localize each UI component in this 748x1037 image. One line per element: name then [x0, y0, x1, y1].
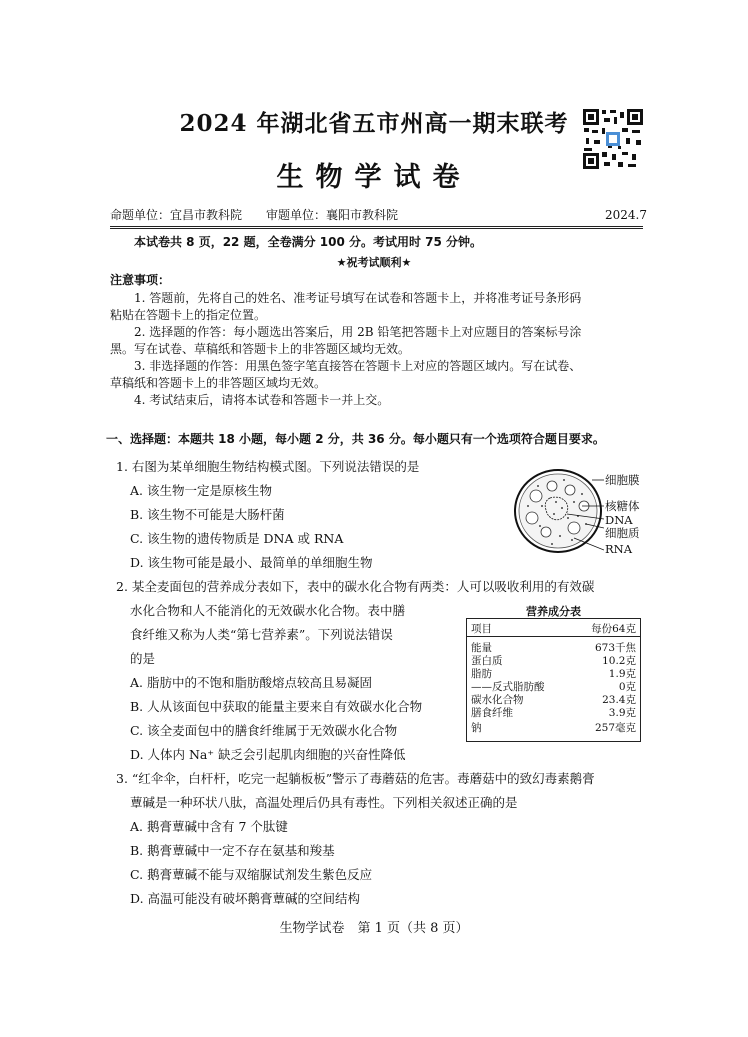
table-cell: 蛋白质 [471, 655, 503, 667]
table-cell: 3.9克 [608, 707, 636, 719]
option: D. 高温可能没有破坏鹅膏蕈碱的空间结构 [130, 891, 361, 906]
good-luck: ★祝考试顺利★ [336, 256, 412, 269]
page-subtitle: 生物学试卷 [276, 162, 472, 193]
exam-summary: 本试卷共 8 页，22 题，全卷满分 100 分。考试用时 75 分钟。 [134, 235, 483, 249]
notes-heading: 注意事项： [110, 273, 171, 287]
option: A. 鹅膏蕈碱中含有 7 个肽键 [130, 819, 288, 834]
table-cell: 10.2克 [602, 655, 636, 667]
section-heading: 一、选择题：本题共 18 小题，每小题 2 分，共 36 分。每小题只有一个选项符合题目要求。 [106, 432, 605, 446]
table-cell: 673千焦 [594, 642, 636, 654]
divider [110, 226, 643, 227]
cell-diagram [512, 466, 604, 556]
table-cell: 钠 [471, 722, 482, 734]
option: A. 该生物一定是原核生物 [130, 483, 272, 498]
question-2-stem: 的是 [130, 651, 156, 666]
page-title: 2024 年湖北省五市州高一期末联考 [179, 110, 569, 137]
note-line: 2. 选择题的作答：每小题选出答案后，用 2B 铅笔把答题卡上对应题目的答案标号涂 [134, 325, 582, 339]
option: C. 该全麦面包中的膳食纤维属于无效碳水化合物 [130, 723, 398, 738]
page-footer: 生物学试卷 第 1 页（共 8 页） [279, 921, 469, 936]
table-cell: 能量 [471, 642, 492, 654]
option: C. 鹅膏蕈碱不能与双缩脲试剂发生紫色反应 [130, 867, 373, 882]
note-line: 3. 非选择题的作答：用黑色签字笔直接答在答题卡上对应的答题区域内。写在试卷、 [134, 359, 582, 373]
option: C. 该生物的遗传物质是 DNA 或 RNA [130, 531, 344, 546]
question-3-stem: 蕈碱是一种环状八肽，高温处理后仍具有毒性。下列相关叙述正确的是 [130, 795, 518, 810]
table-header-cell: 项目 [471, 623, 492, 635]
option: B. 鹅膏蕈碱中一定不存在氨基和羧基 [130, 843, 335, 858]
nutrition-table-title: 营养成分表 [526, 605, 581, 618]
question-1-stem: 1. 右图为某单细胞生物结构模式图。下列说法错误的是 [116, 459, 420, 474]
table-cell: 23.4克 [602, 694, 636, 706]
author-line: 命题单位：宜昌市教科院 审题单位：襄阳市教科院 [110, 208, 399, 222]
option: B. 人从该面包中获取的能量主要来自有效碳水化合物 [130, 699, 423, 714]
note-line: 黑。写在试卷、草稿纸和答题卡上的非答题区域均无效。 [110, 342, 411, 356]
table-cell: 1.9克 [608, 668, 636, 680]
question-2-stem: 水化合物和人不能消化的无效碳水化合物。表中膳 [130, 603, 406, 618]
note-line: 4. 考试结束后，请将本试卷和答题卡一并上交。 [134, 393, 390, 407]
table-cell: 脂肪 [471, 668, 492, 680]
option: D. 该生物可能是最小、最简单的单细胞生物 [130, 555, 373, 570]
divider [110, 228, 643, 229]
label-ribosome: 核糖体 [605, 499, 640, 513]
table-cell: ——反式脂肪酸 [471, 681, 545, 693]
question-2-stem: 2. 某全麦面包的营养成分表如下，表中的碳水化合物有两类：人可以吸收利用的有效碳 [116, 579, 595, 594]
table-cell: 257毫克 [594, 722, 636, 734]
note-line: 1. 答题前，先将自己的姓名、准考证号填写在试卷和答题卡上，并将准考证号条形码 [134, 291, 582, 305]
option: D. 人体内 Na⁺ 缺乏会引起肌肉细胞的兴奋性降低 [130, 747, 406, 762]
option: A. 脂肪中的不饱和脂肪酸熔点较高且易凝固 [130, 675, 372, 690]
table-row [471, 705, 636, 720]
note-line: 草稿纸和答题卡上的非答题区域均无效。 [110, 376, 327, 390]
table-cell: 0克 [618, 681, 636, 693]
table-header-cell: 每份64克 [591, 623, 636, 635]
label-cell-membrane: 细胞膜 [605, 473, 640, 487]
question-2-stem: 食纤维又称为人类“第七营养素”。下列说法错误 [130, 627, 393, 642]
table-header [471, 621, 636, 636]
question-3-stem: 3. “红伞伞，白杆杆，吃完一起躺板板”警示了毒蘑菇的危害。毒蘑菇中的致幻毒素鹅膏 [116, 771, 595, 786]
label-cytoplasm: 细胞质 [605, 526, 640, 540]
table-cell: 碳水化合物 [471, 694, 524, 706]
label-rna: RNA [605, 542, 633, 556]
exam-date: 2024.7 [605, 208, 647, 222]
table-divider [467, 636, 640, 637]
option: B. 该生物不可能是大肠杆菌 [130, 507, 285, 522]
nutrition-table [466, 618, 641, 742]
note-line: 粘贴在答题卡上的指定位置。 [110, 308, 267, 322]
table-cell: 膳食纤维 [471, 707, 513, 719]
table-row [471, 720, 636, 735]
label-dna: DNA [605, 513, 633, 527]
